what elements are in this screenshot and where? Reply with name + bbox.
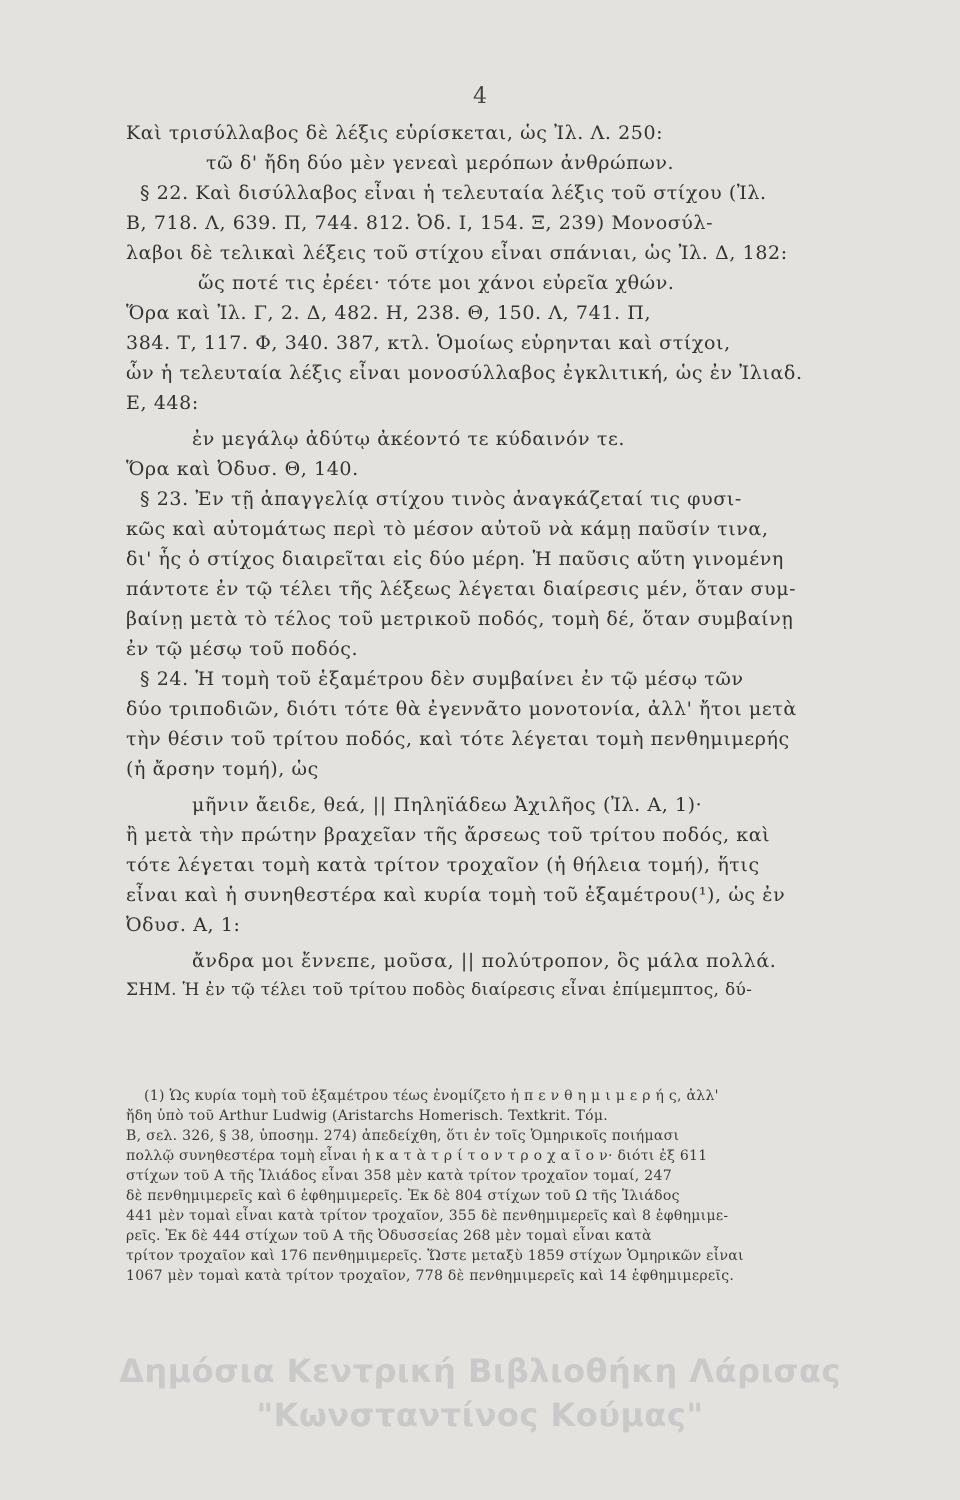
text-line: § 23. Ἐν τῇ ἀπαγγελίᾳ στίχου τινὸς ἀναγκάζεταί τις φυσι- — [140, 488, 742, 510]
footnote-line: τρίτον τροχαῖον καὶ 176 πενθημιμερεῖς. Ὥστε μεταξὺ 1859 στίχων Ὁμηρικῶν εἶναι — [126, 1248, 744, 1264]
text-line: Καὶ τρισύλλαβος δὲ λέξις εὑρίσκεται, ὡς Ἰλ. Λ. 250: — [126, 122, 664, 144]
text-line: Β, 718. Λ, 639. Π, 744. 812. Ὀδ. Ι, 154. Ξ, 239) Μονοσύλ- — [126, 212, 714, 234]
text-line: τότε λέγεται τομὴ κατὰ τρίτον τροχαῖον (ἡ θήλεια τομή), ἥτις — [126, 854, 760, 876]
text-line: Ὅρα καὶ Ἰλ. Γ, 2. Δ, 482. Η, 238. Θ, 150. Λ, 741. Π, — [126, 302, 652, 324]
text-line: δύο τριποδιῶν, διότι τότε θὰ ἐγεννᾶτο μονοτονία, ἀλλ' ἤτοι μετὰ — [126, 698, 797, 720]
note-line: ΣΗΜ. Ἡ ἐν τῷ τέλει τοῦ τρίτου ποδὸς διαίρεσις εἶναι ἐπίμεμπτος, δύ- — [126, 980, 753, 1000]
footnote-line: πολλῷ συνηθεστέρα τομὴ εἶναι ἡ κ α τ ὰ τ ρ ί τ ο ν τ ρ ο χ α ῖ ο ν· διότι ἐξ 611 — [126, 1148, 708, 1164]
text-line: ὧν ἡ τελευταία λέξις εἶναι μονοσύλλαβος ἐγκλιτική, ὡς ἐν Ἰλιαδ. — [126, 362, 803, 384]
footnote-line: Β, σελ. 326, § 38, ὑποσημ. 274) ἀπεδείχθη, ὅτι ἐν τοῖς Ὁμηρικοῖς ποιήμασι — [126, 1128, 680, 1144]
verse-line: ἄνδρα μοι ἔννεπε, μοῦσα, || πολύτροπον, ὃς μάλα πολλά. — [192, 950, 777, 972]
page-number: 4 — [473, 84, 487, 109]
footnote-line: 1067 μὲν τομαὶ κατὰ τρίτον τροχαῖον, 778 δὲ πενθημιμερεῖς καὶ 14 ἑφθημιμερεῖς. — [126, 1268, 735, 1284]
text-line: βαίνῃ μετὰ τὸ τέλος τοῦ μετρικοῦ ποδός, τομὴ δέ, ὅταν συμβαίνῃ — [126, 608, 794, 630]
text-line: ἢ μετὰ τὴν πρώτην βραχεῖαν τῆς ἄρσεως τοῦ τρίτου ποδός, καὶ — [126, 824, 771, 846]
library-watermark-line: Δημόσια Κεντρική Βιβλιοθήκη Λάρισας — [119, 1352, 841, 1390]
text-line: ἐν τῷ μέσῳ τοῦ ποδός. — [126, 638, 359, 660]
text-line: κῶς καὶ αὐτομάτως περὶ τὸ μέσον αὐτοῦ νὰ κάμῃ παῦσίν τινα, — [126, 518, 769, 540]
text-line: Ὅρα καὶ Ὀδυσ. Θ, 140. — [126, 458, 359, 480]
footnote-line: δὲ πενθημιμερεῖς καὶ 6 ἑφθημιμερεῖς. Ἐκ δὲ 804 στίχων τοῦ Ω τῆς Ἰλιάδος — [126, 1188, 680, 1204]
verse-line: ὥς ποτέ τις ἐρέει· τότε μοι χάνοι εὐρεῖα χθών. — [198, 272, 675, 294]
verse-line: τῶ δ' ἤδη δύο μὲν γενεαὶ μερόπων ἀνθρώπων. — [206, 152, 675, 174]
text-line: Ὀδυσ. Α, 1: — [126, 914, 241, 936]
library-watermark-line: "Κωνσταντίνος Κούμας" — [256, 1396, 704, 1434]
text-line: 384. Τ, 117. Φ, 340. 387, κτλ. Ὁμοίως εὑρηνται καὶ στίχοι, — [126, 332, 731, 354]
text-line: πάντοτε ἐν τῷ τέλει τῆς λέξεως λέγεται διαίρεσις μέν, ὅταν συμ- — [126, 578, 797, 600]
footnote-line: ἤδη ὑπὸ τοῦ Arthur Ludwig (Aristarchs Homerisch. Textkrit. Τόμ. — [126, 1108, 608, 1124]
verse-line: μῆνιν ἄειδε, θεά, || Πηληϊάδεω Ἀχιλῆος (Ἰλ. Α, 1)· — [192, 794, 703, 816]
text-line: τὴν θέσιν τοῦ τρίτου ποδός, καὶ τότε λέγεται τομὴ πενθημιμερής — [126, 728, 790, 750]
text-line: § 22. Καὶ δισύλλαβος εἶναι ἡ τελευταία λέξις τοῦ στίχου (Ἰλ. — [140, 182, 767, 204]
footnote-line: 441 μὲν τομαὶ εἶναι κατὰ τρίτον τροχαῖον, 355 δὲ πενθημιμερεῖς καὶ 8 ἑφθημιμε- — [126, 1208, 729, 1224]
text-line: § 24. Ἡ τομὴ τοῦ ἑξαμέτρου δὲν συμβαίνει ἐν τῷ μέσῳ τῶν — [140, 668, 744, 690]
text-line: Ε, 448: — [126, 392, 199, 414]
text-line: λαβοι δὲ τελικαὶ λέξεις τοῦ στίχου εἶναι σπάνιαι, ὡς Ἰλ. Δ, 182: — [126, 242, 788, 264]
text-line: εἶναι καὶ ἡ συνηθεστέρα καὶ κυρία τομὴ τοῦ ἑξαμέτρου(¹), ὡς ἐν — [126, 884, 786, 906]
verse-line: ἐν μεγάλῳ ἀδύτῳ ἀκέοντό τε κύδαινόν τε. — [192, 428, 626, 450]
text-line: (ἡ ἄρσην τομή), ὡς — [126, 758, 319, 780]
footnote-line: στίχων τοῦ Α τῆς Ἰλιάδος εἶναι 358 μὲν κατὰ τρίτον τροχαῖον τομαί, 247 — [126, 1168, 672, 1184]
text-line: δι' ἧς ὁ στίχος διαιρεῖται εἰς δύο μέρη. Ἡ παῦσις αὕτη γινομένη — [126, 548, 784, 570]
footnote-line: (1) Ὡς κυρία τομὴ τοῦ ἑξαμέτρου τέως ἐνομίζετο ἡ π ε ν θ η μ ι μ ε ρ ή ς, ἀλλ' — [144, 1088, 719, 1104]
footnote-line: ρεῖς. Ἐκ δὲ 444 στίχων τοῦ Α τῆς Ὀδυσσείας 268 μὲν τομαὶ εἶναι κατὰ — [126, 1228, 652, 1244]
